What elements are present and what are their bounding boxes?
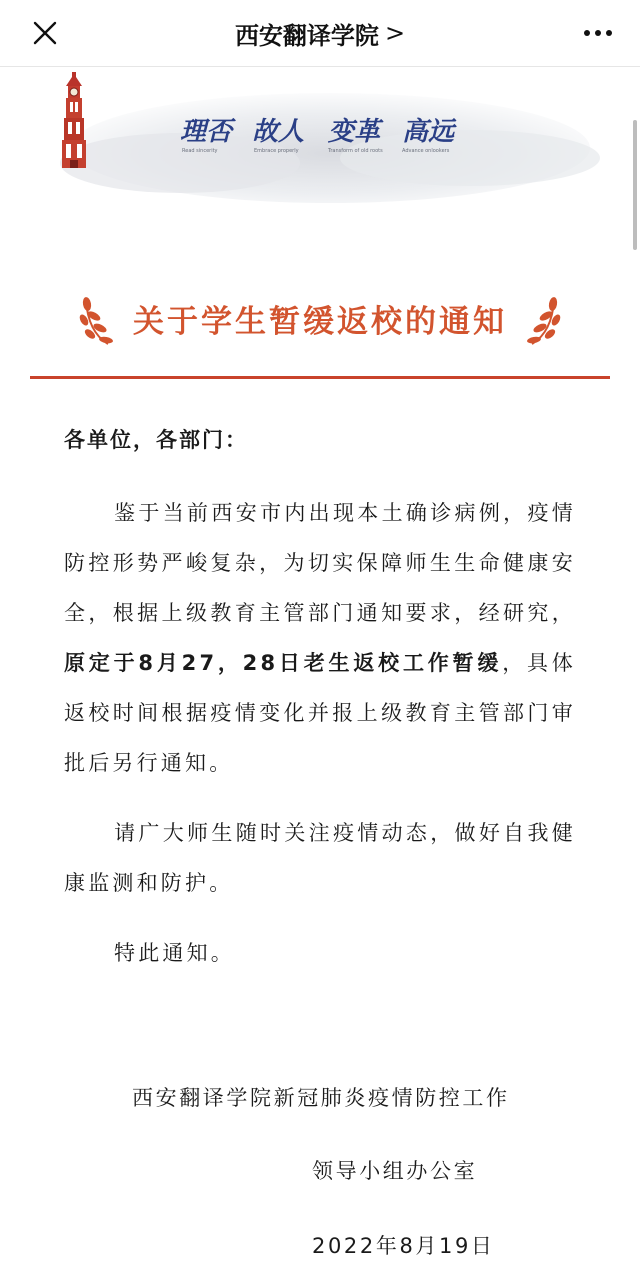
motto-caption-1: Read sincerity [182,148,218,154]
motto-caption-3: Transform of old roots [328,148,383,154]
signature-org-line-2: 领导小组办公室 [312,1159,478,1183]
account-name: 西安翻译学院 [234,21,379,50]
chevron-right-icon: > [384,19,406,47]
notice-title-row [30,290,610,354]
motto-4: 高远 [402,117,455,147]
notice-paragraph-2 [64,808,576,908]
notice-paragraph-3 [64,928,576,978]
top-nav-bar [0,0,640,67]
paragraph-1-highlight: 原定于8月27，28日老生返校工作暂缓 [64,651,503,675]
title-divider [30,376,610,379]
header-banner [30,68,610,208]
paragraph-1-text-a: 鉴于当前西安市内出现本土确诊病例，疫情防控形势严峻复杂，为切实保障师生生命健康安全，根据上级教育主管部门通知要求，经研究， [64,501,576,625]
salutation: 各单位，各部门： [64,428,248,452]
scrollbar[interactable] [633,120,637,250]
paragraph-3-text: 特此通知。 [114,941,235,965]
motto-3: 变革 [328,117,381,147]
account-title-link[interactable] [0,0,640,66]
motto-caption-4: Advance onlookers [402,148,450,154]
paragraph-1-text-b: ，具体返校时间根据疫情变化并报上级教育主管部门审批后另行通知。 [64,651,577,775]
more-dots-icon [583,29,613,37]
notice-paragraph-1 [64,488,576,788]
paragraph-2-text: 请广大师生随时关注疫情动态，做好自我健康监测和防护。 [64,821,576,895]
notice-title: 关于学生暂缓返校的通知 [133,304,507,340]
signature-date: 2022年8月19日 [312,1234,495,1258]
laurel-right-icon [522,292,562,348]
signature-org-line-1: 西安翻译学院新冠肺炎疫情防控工作 [132,1086,510,1110]
more-options-button[interactable] [578,18,618,48]
motto-2: 故人 [252,117,305,147]
clock-tower-icon [62,72,86,168]
motto-1: 理否 [180,117,233,147]
motto-caption-2: Embrace properly [254,148,299,154]
